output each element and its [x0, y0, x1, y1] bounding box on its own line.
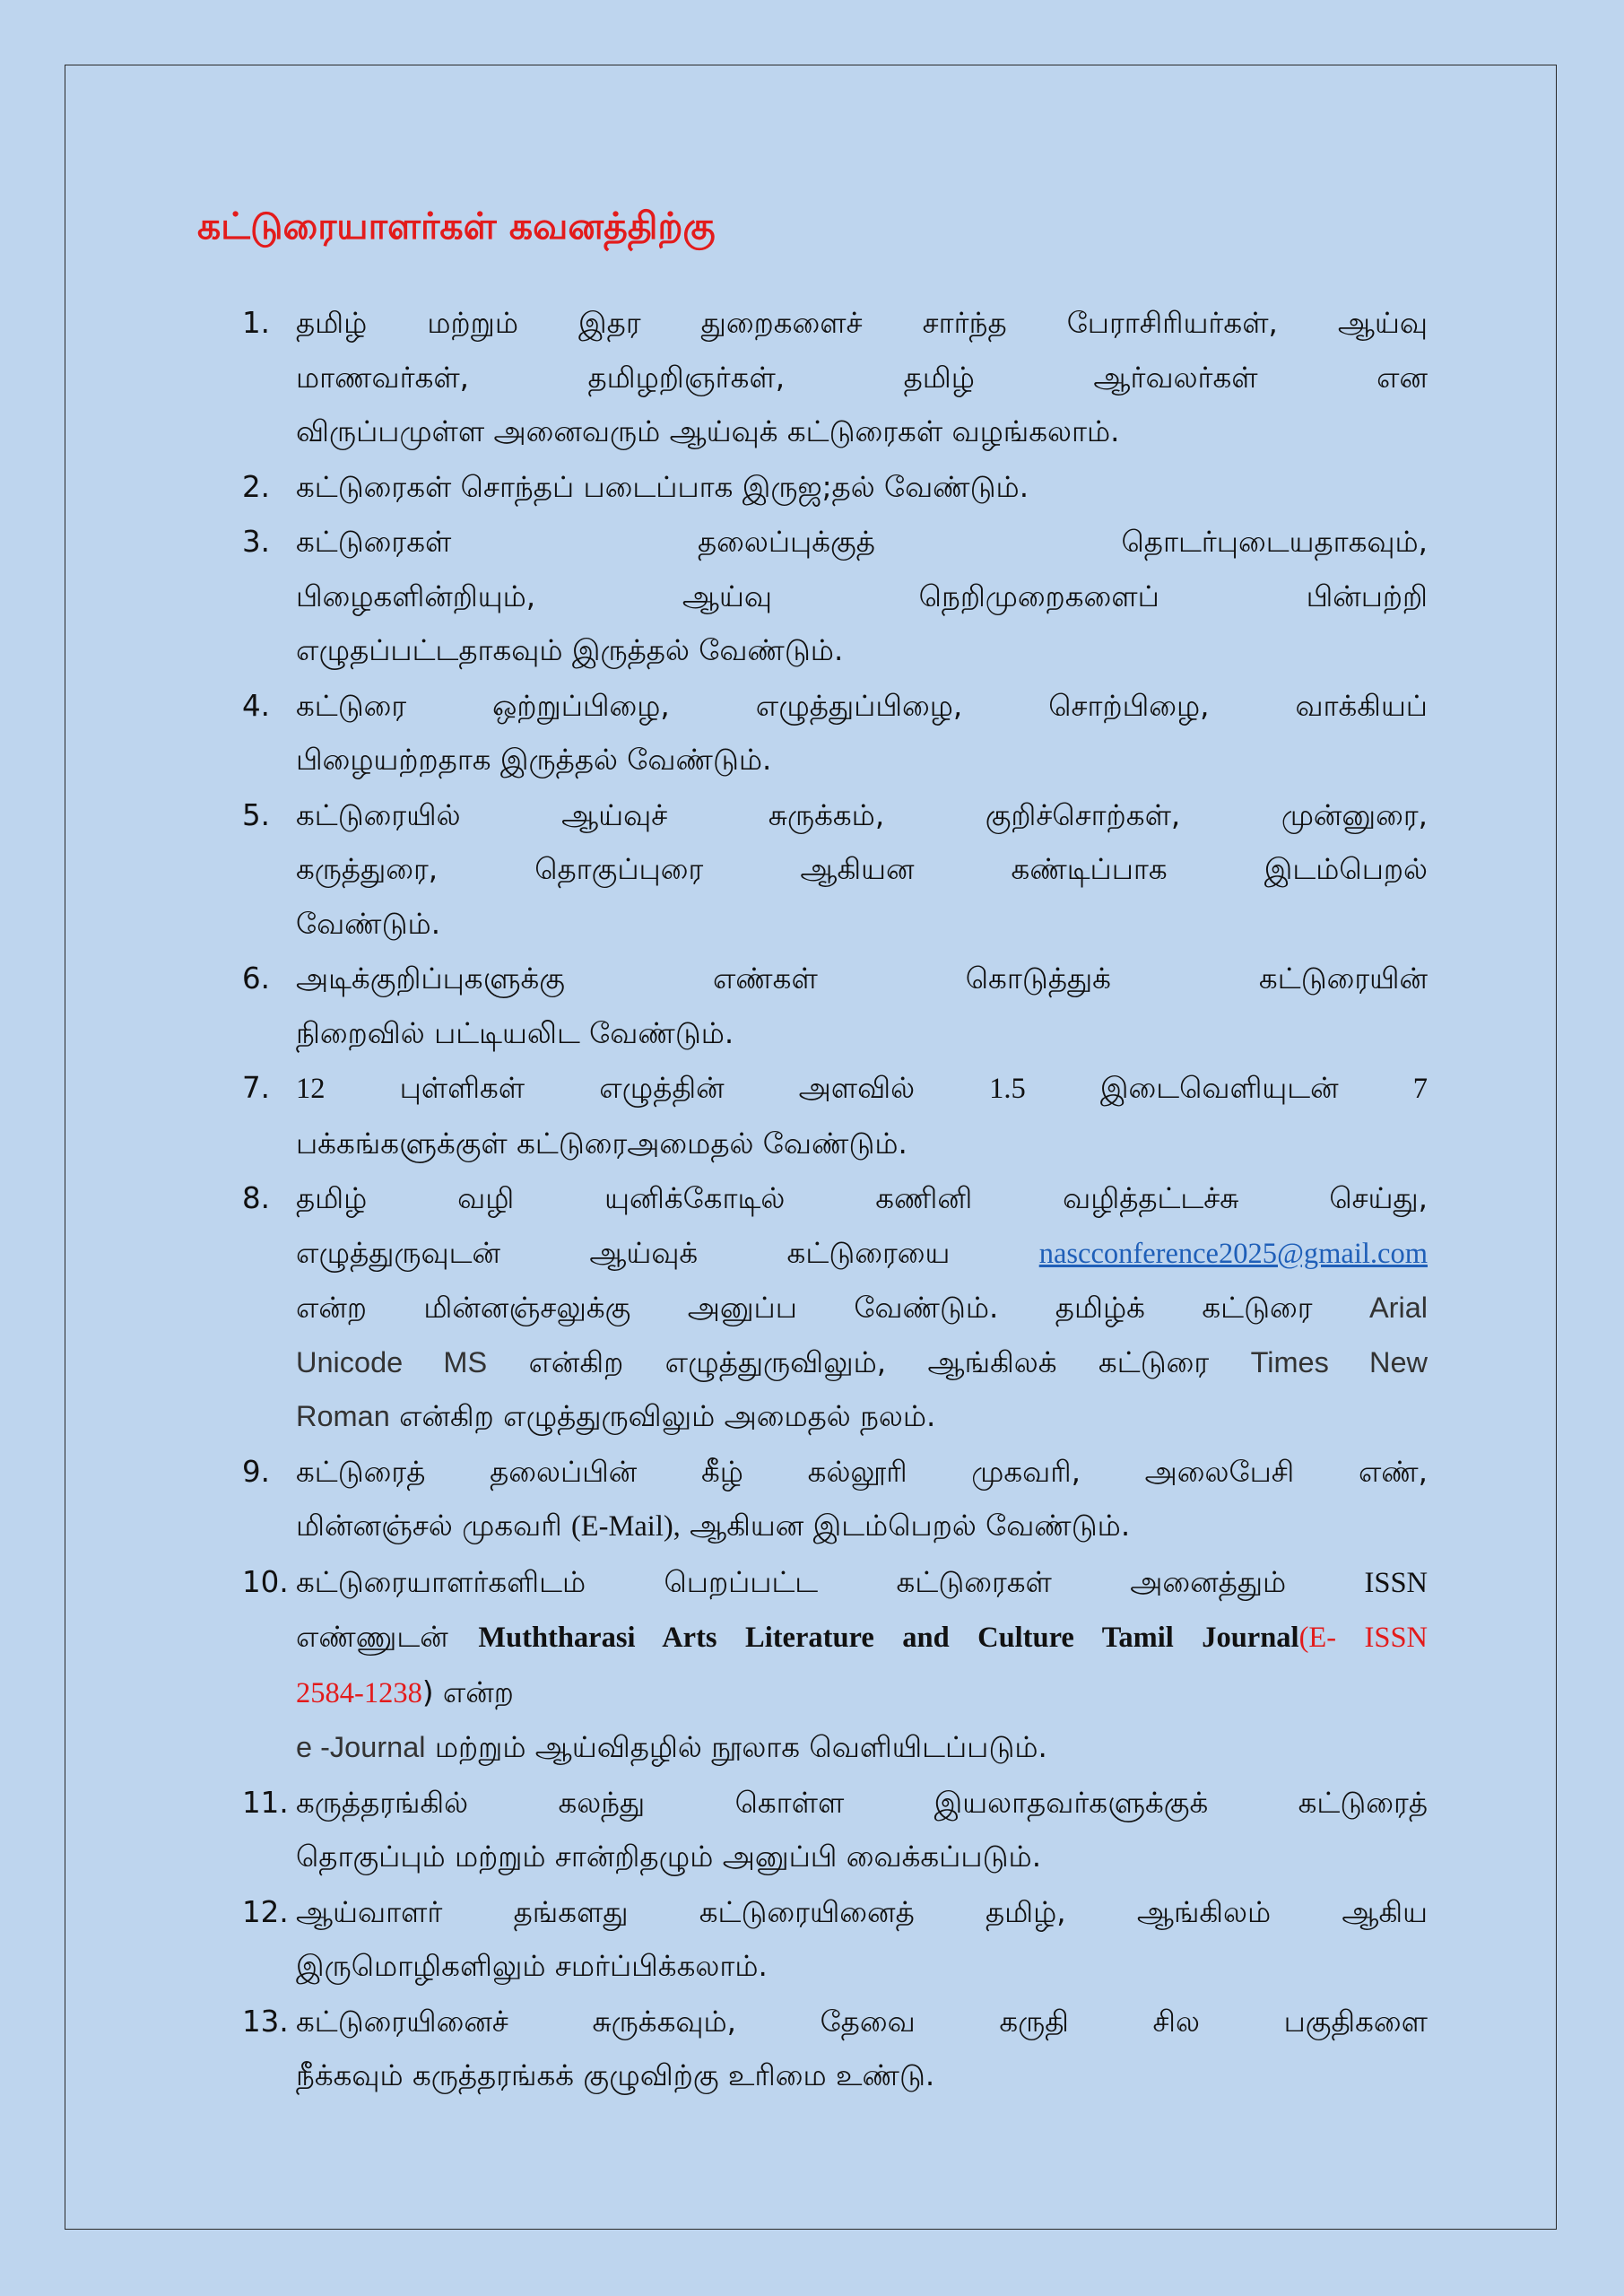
text-fragment: ISSN — [1364, 1566, 1428, 1599]
guidelines-list — [242, 296, 1428, 2104]
item-text-line: இருமொழிகளிலும் சமர்ப்பிக்கலாம். — [296, 1949, 768, 1983]
item-number: 9. — [242, 1454, 271, 1489]
list-item-3 — [242, 515, 1428, 678]
item-number: 11. — [242, 1785, 289, 1820]
item-number: 3. — [242, 525, 271, 559]
item-text-line — [296, 1499, 1428, 1554]
list-item-5 — [242, 788, 1428, 952]
item-text-line — [296, 1720, 1428, 1775]
list-item-12 — [242, 1885, 1428, 1994]
item-text-line: கட்டுரைத் தலைப்பின் கீழ் கல்லூரி முகவரி, அலைபேசி எண், — [296, 1454, 1428, 1489]
email-link[interactable]: nascconference2025@gmail.com — [1038, 1237, 1428, 1270]
item-text-line — [296, 1555, 1428, 1611]
text-fragment: என்கிற எழுத்துருவிலும் அமைதல் நலம். — [399, 1399, 936, 1433]
journal-name: Muththarasi Arts Literature and Culture Tamil Journal — [478, 1622, 1299, 1654]
item-number: 12. — [242, 1894, 289, 1929]
list-item-13 — [242, 1995, 1428, 2103]
page-title: கட்டுரையாளர்கள் கவனத்திற்கு — [197, 204, 716, 248]
item-number: 7. — [242, 1071, 271, 1105]
list-item-7 — [242, 1061, 1428, 1170]
list-item-4 — [242, 679, 1428, 787]
list-item-10 — [242, 1555, 1428, 1775]
font-name: Arial — [1368, 1292, 1428, 1324]
text-fragment: ) என்ற — [421, 1674, 514, 1709]
text-fragment: (E-Mail), — [570, 1510, 681, 1543]
text-fragment: ஆகியன இடம்பெறல் வேண்டும். — [690, 1509, 1131, 1543]
font-size-value: 12 — [296, 1073, 326, 1105]
text-fragment: என்ற மின்னஞ்சலுக்கு அனுப்ப வேண்டும். தமிழ்க் கட்டுரை — [296, 1291, 1313, 1325]
item-text-line: தமிழ் மற்றும் இதர துறைகளைச் சார்ந்த பேராசிரியர்கள், ஆய்வு — [296, 306, 1428, 340]
list-item-11 — [242, 1776, 1428, 1884]
line-spacing-value: 1.5 — [989, 1073, 1026, 1105]
item-number: 5. — [242, 797, 271, 832]
text-fragment: மற்றும் ஆய்விதழில் நூலாக வெளியிடப்படும். — [434, 1730, 1047, 1764]
item-text-line: கட்டுரை ஒற்றுப்பிழை, எழுத்துப்பிழை, சொற்பிழை, வாக்கியப் — [296, 688, 1428, 723]
item-text-line: ஆய்வாளர் தங்களது கட்டுரையினைத் தமிழ், ஆங்கிலம் ஆகிய — [296, 1894, 1428, 1929]
item-text-line: பக்கங்களுக்குள் கட்டுரைஅமைதல் வேண்டும். — [296, 1126, 908, 1161]
item-number: 13. — [242, 2004, 289, 2039]
font-name: Times New — [1250, 1345, 1428, 1378]
item-text-line: மாணவர்கள், தமிழறிஞர்கள், தமிழ் ஆர்வலர்கள் என — [296, 360, 1428, 395]
item-number: 2. — [242, 469, 271, 504]
text-fragment: ( — [1298, 1622, 1309, 1654]
item-text-line — [296, 1610, 1428, 1665]
item-text-line: கட்டுரையினைச் சுருக்கவும், தேவை கருதி சில பகுதிகளை — [296, 2004, 1428, 2039]
item-text-line — [296, 1061, 1428, 1117]
item-text-line — [296, 1226, 1428, 1282]
item-text-line: கருத்தரங்கில் கலந்து கொள்ள இயலாதவர்களுக்குக் கட்டுரைத் — [296, 1785, 1428, 1820]
page-count-value: 7 — [1412, 1073, 1428, 1105]
issn-number: 2584-1238 — [296, 1676, 422, 1709]
item-text-line — [296, 1281, 1428, 1335]
item-text-line: தமிழ் வழி யுனிக்கோடில் கணினி வழித்தட்டச்சு செய்து, — [296, 1181, 1428, 1215]
text-fragment: எழுத்துருவுடன் ஆய்வுக் கட்டுரையை — [296, 1235, 951, 1270]
text-fragment: என்கிற எழுத்துருவிலும், ஆங்கிலக் கட்டுரை — [528, 1344, 1210, 1379]
item-text-line: வேண்டும். — [296, 906, 441, 941]
list-item-1 — [242, 296, 1428, 459]
text-fragment: இடைவெளியுடன் — [1099, 1071, 1339, 1105]
item-text-line: கட்டுரையில் ஆய்வுச் சுருக்கம், குறிச்சொற்கள், முன்னுரை, — [296, 797, 1428, 832]
item-text-line: அடிக்குறிப்புகளுக்கு எண்கள் கொடுத்துக் கட்டுரையின் — [296, 961, 1428, 996]
item-text-line: நீக்கவும் கருத்தரங்கக் குழுவிற்கு உரிமை உண்டு. — [296, 2058, 935, 2092]
item-number: 6. — [242, 961, 271, 996]
list-item-2 — [242, 460, 1428, 515]
font-name: Unicode MS — [296, 1345, 488, 1378]
text-fragment: எண்ணுடன் — [296, 1620, 448, 1654]
item-text-line: கருத்துரை, தொகுப்புரை ஆகியன கண்டிப்பாக இடம்பெறல் — [296, 852, 1428, 886]
item-text-line: கட்டுரைகள் சொந்தப் படைப்பாக இருஜ;தல் வேண்டும். — [296, 469, 1029, 504]
item-number: 1. — [242, 306, 271, 340]
list-item-6 — [242, 952, 1428, 1060]
item-text-line — [296, 1335, 1428, 1390]
item-text-line: பிழைகளின்றியும், ஆய்வு நெறிமுறைகளைப் பின்பற்றி — [296, 578, 1428, 613]
list-item-9 — [242, 1445, 1428, 1554]
item-text-line: எழுதப்பட்டதாகவும் இருத்தல் வேண்டும். — [296, 633, 844, 667]
issn-label: E- ISSN — [1308, 1622, 1428, 1654]
list-item-8 — [242, 1171, 1428, 1444]
item-number: 4. — [242, 688, 271, 723]
text-fragment: புள்ளிகள் எழுத்தின் அளவில் — [399, 1071, 916, 1105]
text-fragment: மின்னஞ்சல் முகவரி — [296, 1509, 562, 1543]
font-name: Roman — [296, 1400, 390, 1432]
item-number: 8. — [242, 1181, 271, 1215]
item-text-line: விருப்பமுள்ள அனைவரும் ஆய்வுக் கட்டுரைகள் வழங்கலாம். — [296, 414, 1120, 448]
item-text-line: தொகுப்பும் மற்றும் சான்றிதழும் அனுப்பி வைக்கப்படும். — [296, 1839, 1042, 1874]
item-text-line — [296, 1665, 1428, 1721]
text-fragment: கட்டுரையாளர்களிடம் பெறப்பட்ட கட்டுரைகள் அனைத்தும் — [296, 1564, 1287, 1599]
item-text-line: கட்டுரைகள் தலைப்புக்குத் தொடர்புடையதாகவும், — [296, 525, 1428, 559]
item-text-line — [296, 1389, 1428, 1444]
item-text-line: நிறைவில் பட்டியலிட வேண்டும். — [296, 1015, 734, 1050]
text-fragment: e -Journal — [296, 1731, 426, 1763]
item-number: 10. — [242, 1564, 289, 1599]
item-text-line: பிழையற்றதாக இருத்தல் வேண்டும். — [296, 743, 772, 777]
